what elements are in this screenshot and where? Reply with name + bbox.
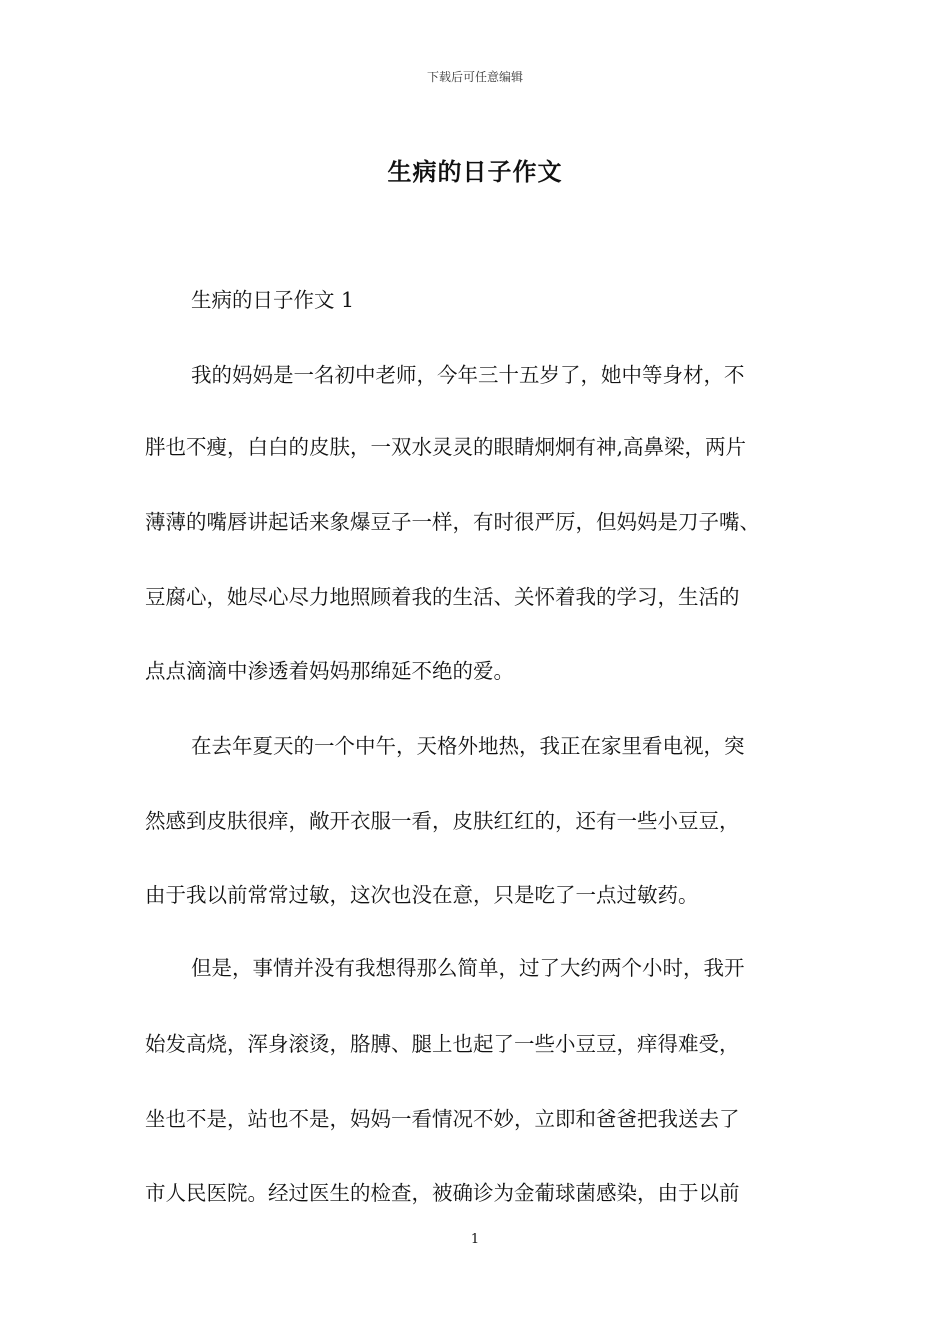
paragraph-line: 豆腐心，她尽心尽力地照顾着我的生活、关怀着我的学习，生活的 [145,585,740,609]
paragraph-line: 在去年夏天的一个中午，天格外地热，我正在家里看电视，突 [191,734,745,758]
paragraph-line: 始发高烧，浑身滚烫，胳膊、腿上也起了一些小豆豆，痒得难受， [145,1032,740,1056]
paragraph-line: 点点滴滴中渗透着妈妈那绵延不绝的爱。 [145,659,514,683]
document-title: 生病的日子作文 [387,157,563,186]
paragraph-line: 我的妈妈是一名初中老师，今年三十五岁了，她中等身材，不 [191,363,745,387]
paragraph-line: 然感到皮肤很痒，敞开衣服一看，皮肤红红的，还有一些小豆豆， [145,809,740,833]
paragraph-line: 但是，事情并没有我想得那么简单，过了大约两个小时，我开 [191,956,745,980]
paragraph-line: 坐也不是，站也不是，妈妈一看情况不妙，立即和爸爸把我送去了 [145,1107,740,1131]
header-note: 下载后可任意编辑 [426,70,523,84]
paragraph-line: 薄薄的嘴唇讲起话来象爆豆子一样，有时很严厉，但妈妈是刀子嘴、 [145,510,760,534]
paragraph-line: 胖也不瘦，白白的皮肤，一双水灵灵的眼睛炯炯有神,高鼻梁，两片 [145,435,747,459]
paragraph-line: 市人民医院。经过医生的检查，被确诊为金葡球菌感染，由于以前 [145,1181,740,1205]
page-number: 1 [470,1232,480,1247]
paragraph-line: 由于我以前常常过敏，这次也没在意，只是吃了一点过敏药。 [145,883,699,907]
section-heading: 生病的日子作文 1 [191,288,355,312]
